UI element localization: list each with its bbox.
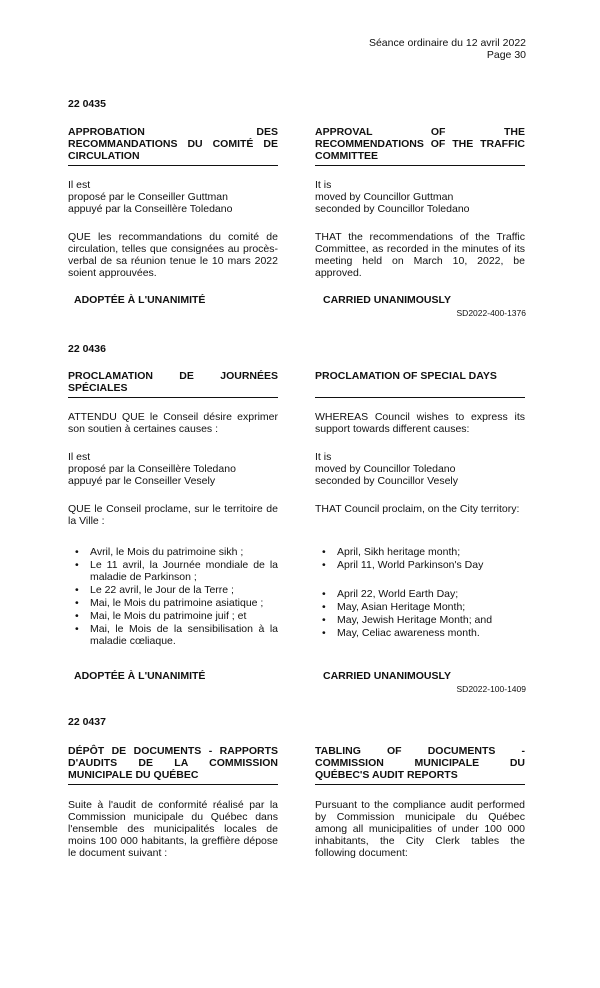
list-item-text: • Mai, le Mois de la sensibilisation à la [90, 623, 278, 635]
motion-fr [68, 179, 278, 215]
proclamation-list-en-b [315, 588, 525, 640]
title-line: MUNICIPALE DU QUÉBEC [68, 769, 199, 781]
document-reference: SD2022-100-1409 [456, 684, 526, 694]
motion-line: proposé par le Conseiller Guttman [68, 191, 228, 203]
title-line: CIRCULATION [68, 150, 140, 162]
motion-line: seconded by Councillor Vesely [315, 475, 459, 487]
body-line: Suite à l'audit de conformité réalisé par la [68, 799, 278, 811]
resolution-body-fr [68, 799, 278, 859]
title-line: APPROBATION DES [68, 126, 278, 138]
list-item [315, 559, 525, 571]
list-item [315, 546, 525, 558]
motion-line: It is [315, 179, 332, 191]
list-item-text: • Le 11 avril, la Journée mondiale de la [90, 559, 278, 571]
title-line: TABLING OF DOCUMENTS - [315, 745, 525, 757]
resolution-title-fr [68, 370, 278, 398]
carried-unanimously-en: CARRIED UNANIMOUSLY [323, 670, 451, 682]
list-item [315, 601, 525, 613]
resolution-body-en [315, 231, 525, 279]
title-line: COMMITTEE [315, 150, 378, 162]
title-line: PROCLAMATION DE JOURNÉES [68, 370, 278, 382]
body-line: meeting held on March 10, 2022, be [315, 255, 525, 267]
body-line: Commission municipale du Québec dans [68, 811, 278, 823]
list-item-text: • Le 22 avril, le Jour de la Terre ; [90, 584, 234, 596]
resolution-title-en [315, 370, 525, 398]
page-number: Page 30 [486, 49, 526, 61]
motion-line: appuyé par le Conseiller Vesely [68, 475, 216, 487]
resolution-title-fr [68, 126, 278, 166]
title-line: COMMISSION MUNICIPALE DU [315, 757, 525, 769]
list-item-text: • May, Asian Heritage Month; [337, 601, 466, 613]
motion-line: proposé par la Conseillère Toledano [68, 463, 236, 475]
resolution-title-en [315, 745, 525, 785]
proclamation-list-en-a [315, 546, 525, 572]
resolution-body-fr [68, 231, 278, 279]
body-line: le document suivant : [68, 847, 168, 859]
resolution-body-en [315, 799, 525, 859]
list-item [68, 584, 278, 596]
motion-line: moved by Councillor Toledano [315, 463, 456, 475]
list-item [315, 627, 525, 639]
list-item-text: • Mai, le Mois du patrimoine asiatique ; [90, 597, 264, 609]
motion-line: appuyé par la Conseillère Toledano [68, 203, 233, 215]
list-item-text: • April 11, World Parkinson's Day [337, 559, 484, 571]
page-header [369, 37, 526, 61]
list-item-text: maladie de Parkinson ; [90, 571, 197, 583]
adopted-unanimously-fr: ADOPTÉE À L'UNANIMITÉ [74, 670, 206, 682]
body-line: l'ensemble des municipalités locales de [68, 823, 278, 835]
list-item [68, 559, 278, 583]
title-line: D'AUDITS DE LA COMMISSION [68, 757, 278, 769]
motion-line: Il est [68, 451, 91, 463]
document-reference: SD2022-400-1376 [456, 308, 526, 318]
resolution-number: 22 0437 [68, 716, 106, 728]
body-line: verbal de sa réunion tenue le 10 mars 2022 [68, 255, 278, 267]
body-line: moins 100 000 habitants, la greffière dépose [68, 835, 278, 847]
list-item-text: maladie cœliaque. [90, 635, 176, 647]
resolution-title-fr [68, 745, 278, 785]
list-item [315, 614, 525, 626]
body-line: by Commission municipale du Québec [315, 811, 525, 823]
whereas-line: son soutien à certaines causes : [68, 423, 219, 435]
whereas-fr [68, 411, 278, 435]
proclamation-list-fr [68, 546, 278, 648]
title-line: PROCLAMATION OF SPECIAL DAYS [315, 370, 497, 382]
list-item [68, 546, 278, 558]
resolution-number: 22 0436 [68, 343, 106, 355]
resolution-body-en [315, 503, 525, 515]
session-title: Séance ordinaire du 12 avril 2022 [368, 37, 526, 49]
motion-en [315, 451, 525, 487]
motion-line: Il est [68, 179, 91, 191]
motion-en [315, 179, 525, 215]
adopted-unanimously-fr: ADOPTÉE À L'UNANIMITÉ [74, 294, 206, 306]
list-item-text: • May, Jewish Heritage Month; and [337, 614, 493, 626]
list-item [68, 597, 278, 609]
body-line: Committee, as recorded in the minutes of its [315, 243, 525, 255]
resolution-body-fr [68, 503, 278, 527]
motion-line: seconded by Councillor Toledano [315, 203, 470, 215]
body-line: following document: [315, 847, 408, 859]
list-item-text: • May, Celiac awareness month. [337, 627, 480, 639]
body-line: THAT the recommendations of the Traffic [315, 231, 525, 243]
carried-unanimously-en: CARRIED UNANIMOUSLY [323, 294, 451, 306]
title-line: SPÉCIALES [68, 382, 128, 394]
body-line: QUE les recommandations du comité de [68, 231, 278, 243]
title-line: RECOMMENDATIONS OF THE TRAFFIC [315, 138, 525, 150]
list-item [315, 588, 525, 600]
title-line: APPROVAL OF THE [315, 126, 525, 138]
body-line: approved. [315, 267, 362, 279]
list-item-text: • April, Sikh heritage month; [337, 546, 461, 558]
title-line: DÉPÔT DE DOCUMENTS - RAPPORTS [68, 745, 278, 757]
whereas-line: ATTENDU QUE le Conseil désire exprimer [68, 411, 278, 423]
list-item [68, 623, 278, 647]
body-line: QUE le Conseil proclame, sur le territoire de [68, 503, 278, 515]
body-line: inhabitants, the City Clerk tables the [315, 835, 525, 847]
title-line: RECOMMANDATIONS DU COMITÉ DE [68, 138, 278, 150]
list-item-text: • Avril, le Mois du patrimoine sikh ; [90, 546, 244, 558]
body-line: Pursuant to the compliance audit performed [315, 799, 525, 811]
body-line: la Ville : [68, 515, 105, 527]
body-line: among all municipalities of under 100 000 [315, 823, 525, 835]
motion-line: It is [315, 451, 332, 463]
motion-line: moved by Councillor Guttman [315, 191, 454, 203]
whereas-line: support towards different causes: [315, 423, 470, 435]
title-line: QUÉBEC'S AUDIT REPORTS [315, 769, 458, 781]
list-item [68, 610, 278, 622]
list-item-text: • April 22, World Earth Day; [337, 588, 459, 600]
body-line: soient approuvées. [68, 267, 157, 279]
body-line: THAT Council proclaim, on the City territory: [315, 503, 520, 515]
whereas-line: WHEREAS Council wishes to express its [315, 411, 525, 423]
motion-fr [68, 451, 278, 487]
list-item-text: • Mai, le Mois du patrimoine juif ; et [90, 610, 247, 622]
resolution-number: 22 0435 [68, 98, 106, 110]
body-line: circulation, telles que consignées au procès- [68, 243, 278, 255]
whereas-en [315, 411, 525, 435]
resolution-title-en [315, 126, 525, 166]
